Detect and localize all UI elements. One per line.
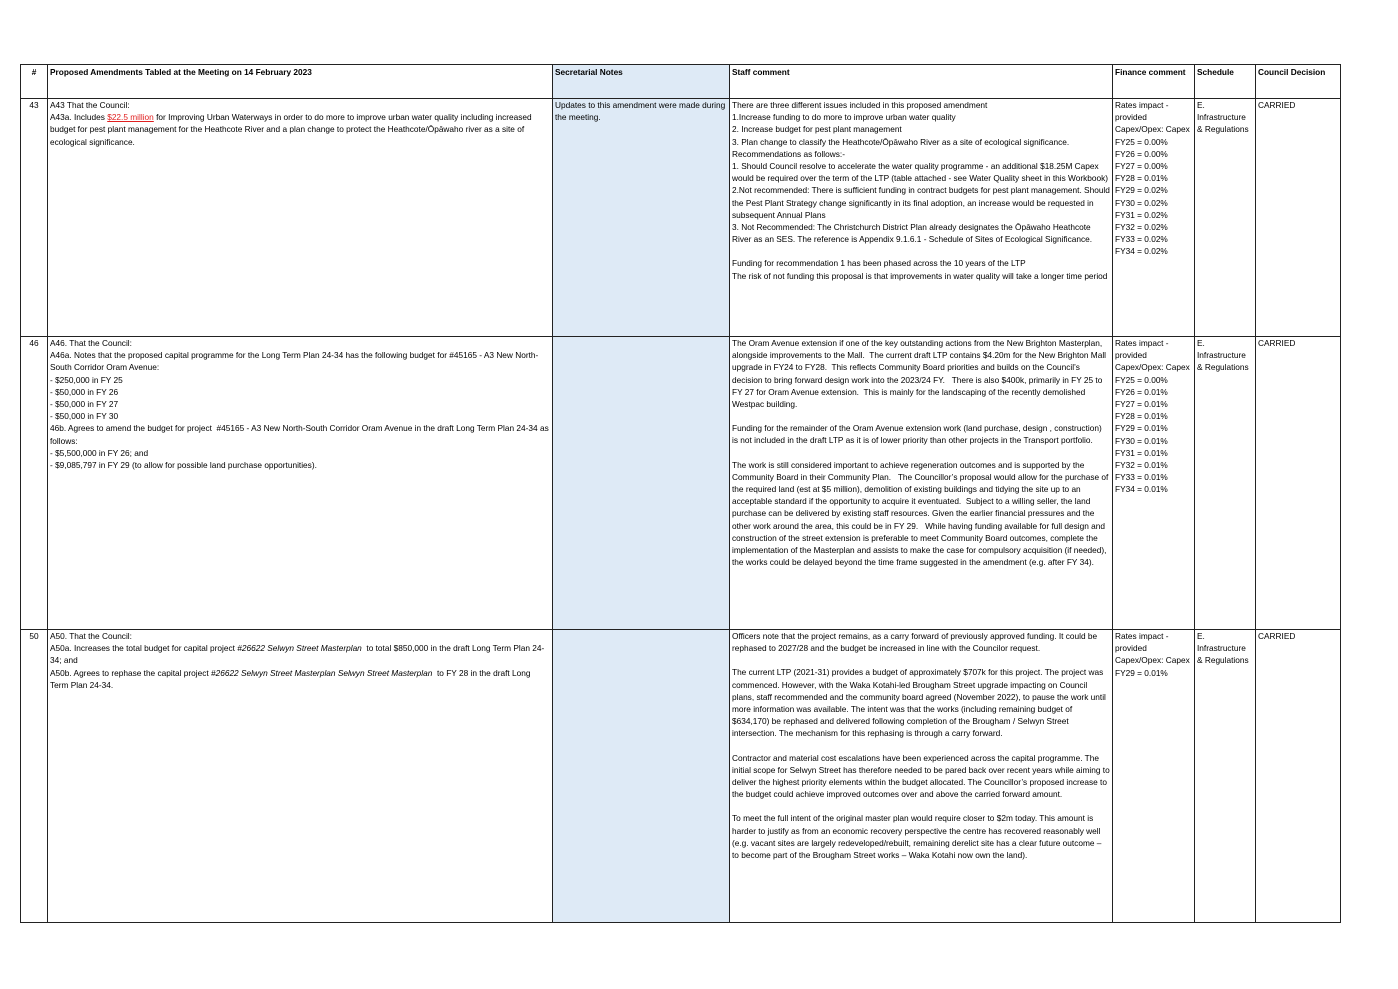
finance-line: FY27 = 0.01% bbox=[1115, 399, 1168, 410]
secretarial-notes-cell bbox=[553, 337, 730, 630]
finance-line: FY26 = 0.01% bbox=[1115, 386, 1168, 397]
secretarial-notes-cell bbox=[553, 630, 730, 923]
staff-line: The work is still considered important to achieve regeneration outcomes and is supported by the Community Board in their Community Plan. The Councillor’s proposal would allow for the purchase of the required land (est at $5 million), demolition of existing buildings and tidying the site up to an acceptable standard if the opportunity to acquire it eventuated. Subject to a willing seller, the land purchase can be delivered by existing staff resources. Given the earlier financial pressures and the other work around the area, this could be in FY 29. While having funding available for full design and construction of the street extension is preferable to meet Community Board outcomes, complete the implementation of the Masterplan and assists to make the case for compulsory acquisition (if needed), the works could be delayed beyond the time frame suggested in the amendment (e.g. after FY 34). bbox=[732, 459, 1111, 568]
amendment-cell bbox=[48, 630, 553, 923]
amendment-clause bbox=[50, 667, 550, 691]
finance-line: FY29 = 0.01% bbox=[1115, 423, 1168, 434]
amendment-title: A50. That the Council: bbox=[50, 631, 132, 641]
staff-line: 2.Not recommended: There is sufficient funding in contract budgets for pest plant management. Should the Pest Plant Strategy change significantly in its final adoption, an increase would be requested in subsequent Annual Plans bbox=[732, 185, 1113, 220]
schedule-cell: E. Infrastructure & Regulations bbox=[1195, 630, 1256, 923]
amendment-cell bbox=[48, 99, 553, 337]
staff-line: The risk of not funding this proposal is that improvements in water quality will take a longer time period bbox=[732, 270, 1108, 281]
amendment-line: A46a. Notes that the proposed capital programme for the Long Term Plan 24-34 has the following budget for #45165 - A3 New North-South Corridor Oram Avenue: bbox=[50, 350, 539, 373]
staff-line: Recommendations as follows:- bbox=[732, 148, 845, 159]
finance-line: FY29 = 0.02% bbox=[1115, 185, 1168, 196]
finance-line: FY33 = 0.01% bbox=[1115, 472, 1168, 483]
finance-line: FY29 = 0.01% bbox=[1115, 667, 1168, 678]
clause-text: A43a. Includes bbox=[50, 112, 108, 123]
staff-line: 1.Increase funding to do more to improve urban water quality bbox=[732, 112, 956, 123]
staff-line: Funding for recommendation 1 has been phased across the 10 years of the LTP bbox=[732, 258, 1026, 269]
header-council-decision: Council Decision bbox=[1256, 65, 1341, 99]
staff-spacer bbox=[732, 410, 1110, 422]
schedule-cell: E. Infrastructure & Regulations bbox=[1195, 99, 1256, 337]
amendment-line: 46b. Agrees to amend the budget for project #45165 - A3 New North-South Corridor Oram Avenue in the draft Long Term Plan 24-34 as follows: bbox=[50, 423, 552, 446]
staff-line: There are three different issues included in this proposed amendment bbox=[732, 100, 988, 110]
row-number: 43 bbox=[21, 99, 48, 337]
finance-line: FY27 = 0.00% bbox=[1115, 161, 1168, 172]
staff-line: Officers note that the project remains, as a carry forward of previously approved funding. It could be rephased to 2027/28 and the budget be increased in line with the Councilor request. bbox=[732, 631, 1100, 654]
amendment-clause bbox=[50, 111, 550, 148]
staff-line: 1. Should Council resolve to accelerate the water quality programme - an additional $18.25M Capex would be required over the term of the LTP (table attached - see Water Quality sheet in this Workbook) bbox=[732, 161, 1109, 184]
finance-comment-cell bbox=[1113, 630, 1195, 923]
amount-link[interactable]: $22.5 million bbox=[107, 112, 154, 123]
row-number: 50 bbox=[21, 630, 48, 923]
amendments-table bbox=[20, 64, 1341, 923]
staff-spacer bbox=[732, 740, 1110, 752]
staff-comment-cell bbox=[730, 337, 1113, 630]
finance-line: FY33 = 0.02% bbox=[1115, 234, 1168, 245]
staff-comment-cell bbox=[730, 99, 1113, 337]
finance-line: FY34 = 0.01% bbox=[1115, 484, 1168, 495]
clause-text: to total $850,000 in the draft Long Term Plan 24-34; and bbox=[50, 643, 545, 666]
amendment-clause bbox=[50, 642, 550, 666]
amendment-line: - $5,500,000 in FY 26; and bbox=[50, 447, 149, 458]
finance-line: FY31 = 0.02% bbox=[1115, 209, 1168, 220]
project-name: #26622 Selwyn Street Masterplan Selwyn Street Masterplan bbox=[210, 667, 433, 678]
staff-line: The Oram Avenue extension if one of the key outstanding actions from the New Brighton Masterplan, alongside improvements to the Mall. The current draft LTP contains $4.20m for the New Brighton Mall upgrade in FY24 to FY28. This reflects Community Board priorities and builds on the Council’s decision to bring forward design work into the 2023/24 FY. There is also $400k, primarily in FY 25 to FY 27 for Oram Avenue extension. This is mainly for the landscaping of the recently demolished Westpac building. bbox=[732, 338, 1109, 410]
finance-line: Rates impact - provided bbox=[1115, 338, 1171, 361]
secretarial-notes-cell: Updates to this amendment were made during the meeting. bbox=[553, 99, 730, 337]
staff-line: To meet the full intent of the original master plan would require closer to $2m today. This amount is harder to justify as from an economic recovery perspective the centre has recovered reasonably well (e.g. vacant sites are largely redeveloped/rebuilt, remaining derelict site has a clear future outcome – to become part of the Brougham Street works – Waka Kotahi now own the land). bbox=[732, 813, 1104, 861]
amendment-line: - $50,000 in FY 26 bbox=[50, 386, 119, 397]
amendment-line: - $50,000 in FY 27 bbox=[50, 399, 119, 410]
finance-line: FY30 = 0.02% bbox=[1115, 197, 1168, 208]
finance-line: FY31 = 0.01% bbox=[1115, 447, 1168, 458]
table-row bbox=[21, 99, 1341, 337]
staff-spacer bbox=[732, 447, 1110, 459]
staff-line: 3. Plan change to classify the Heathcote/Ōpāwaho River as a site of ecological significance. bbox=[732, 136, 1070, 147]
clause-text: A50b. Agrees to rephase the capital project bbox=[50, 667, 211, 678]
finance-line: FY32 = 0.02% bbox=[1115, 222, 1168, 233]
finance-line: FY25 = 0.00% bbox=[1115, 136, 1168, 147]
clause-text: to FY 28 in the draft Long Term Plan 24-34. bbox=[50, 667, 533, 690]
finance-line: FY28 = 0.01% bbox=[1115, 411, 1168, 422]
finance-line: FY26 = 0.00% bbox=[1115, 148, 1168, 159]
staff-line: 2. Increase budget for pest plant management bbox=[732, 124, 902, 135]
finance-line: FY28 = 0.01% bbox=[1115, 173, 1168, 184]
amendment-line: A46. That the Council: bbox=[50, 338, 132, 348]
staff-comment-cell bbox=[730, 630, 1113, 923]
header-secretarial-notes: Secretarial Notes bbox=[553, 65, 730, 99]
finance-line: FY34 = 0.02% bbox=[1115, 246, 1168, 257]
amendment-line: - $9,085,797 in FY 29 (to allow for possible land purchase opportunities). bbox=[50, 460, 317, 471]
finance-line: Capex/Opex: Capex bbox=[1115, 362, 1190, 373]
amendment-cell bbox=[48, 337, 553, 630]
finance-line: FY32 = 0.01% bbox=[1115, 460, 1168, 471]
finance-line: FY25 = 0.00% bbox=[1115, 374, 1168, 385]
staff-spacer bbox=[732, 800, 1110, 812]
finance-line: Rates impact - provided bbox=[1115, 100, 1171, 123]
project-name: #26622 Selwyn Street Masterplan bbox=[237, 643, 362, 654]
council-decision-cell: CARRIED bbox=[1256, 630, 1341, 923]
council-decision-cell: CARRIED bbox=[1256, 337, 1341, 630]
amendment-line: - $250,000 in FY 25 bbox=[50, 374, 123, 385]
finance-line: Capex/Opex: Capex bbox=[1115, 124, 1190, 135]
staff-line: 3. Not Recommended: The Christchurch District Plan already designates the Ōpāwaho Heathcote River as an SES. The reference is Appendix 9.1.6.1 - Schedule of Sites of Ecological Significance. bbox=[732, 222, 1093, 245]
clause-text: for Improving Urban Waterways in order to do more to improve urban water quality including increased budget for pest plant management for the Heathcote River and a plan change to protect the Heathcote/Ōpāwaho river as a site of ecological significance. bbox=[50, 112, 534, 147]
staff-spacer bbox=[732, 654, 1110, 666]
staff-spacer bbox=[732, 245, 1110, 257]
clause-text: A50a. Increases the total budget for capital project bbox=[50, 643, 238, 654]
staff-line: Funding for the remainder of the Oram Avenue extension work (land purchase, design , construction) is not included in the draft LTP as it is of lower priority than other projects in the Transport portfolio. bbox=[732, 423, 1105, 446]
finance-line: FY30 = 0.01% bbox=[1115, 435, 1168, 446]
header-finance-comment: Finance comment bbox=[1113, 65, 1195, 99]
finance-line: Capex/Opex: Capex bbox=[1115, 655, 1190, 666]
amendment-line: - $50,000 in FY 30 bbox=[50, 411, 119, 422]
finance-comment-cell bbox=[1113, 99, 1195, 337]
council-decision-cell: CARRIED bbox=[1256, 99, 1341, 337]
finance-comment-cell bbox=[1113, 337, 1195, 630]
amendment-title: A43 That the Council: bbox=[50, 100, 130, 110]
table-row bbox=[21, 337, 1341, 630]
table-row bbox=[21, 630, 1341, 923]
row-number: 46 bbox=[21, 337, 48, 630]
table-header-row bbox=[21, 65, 1341, 99]
staff-line: The current LTP (2021-31) provides a budget of approximately $707k for this project. The project was commenced. However, with the Waka Kotahi-led Brougham Street upgrade impacting on Council plans, staff recommended and the community board agreed (November 2022), to pause the work until more information was available. The intent was that the works (including remaining budget of $634,170) be rephased and delivered following completion of the Brougham / Selwyn Street intersection. The mechanism for this rephasing is through a carry forward. bbox=[732, 667, 1109, 739]
header-number: # bbox=[21, 65, 48, 99]
header-staff-comment: Staff comment bbox=[730, 65, 1113, 99]
header-amendment: Proposed Amendments Tabled at the Meeting on 14 February 2023 bbox=[48, 65, 553, 99]
schedule-cell: E. Infrastructure & Regulations bbox=[1195, 337, 1256, 630]
staff-line: Contractor and material cost escalations have been experienced across the capital programme. The initial scope for Selwyn Street has therefore needed to be pared back over recent years while aiming to deliver the highest priority elements within the budget allocated. The Councillor’s proposed increase to the budget could achieve improved outcomes over and above the carried forward amount. bbox=[732, 752, 1113, 800]
finance-line: Rates impact - provided bbox=[1115, 631, 1171, 654]
header-schedule: Schedule bbox=[1195, 65, 1256, 99]
